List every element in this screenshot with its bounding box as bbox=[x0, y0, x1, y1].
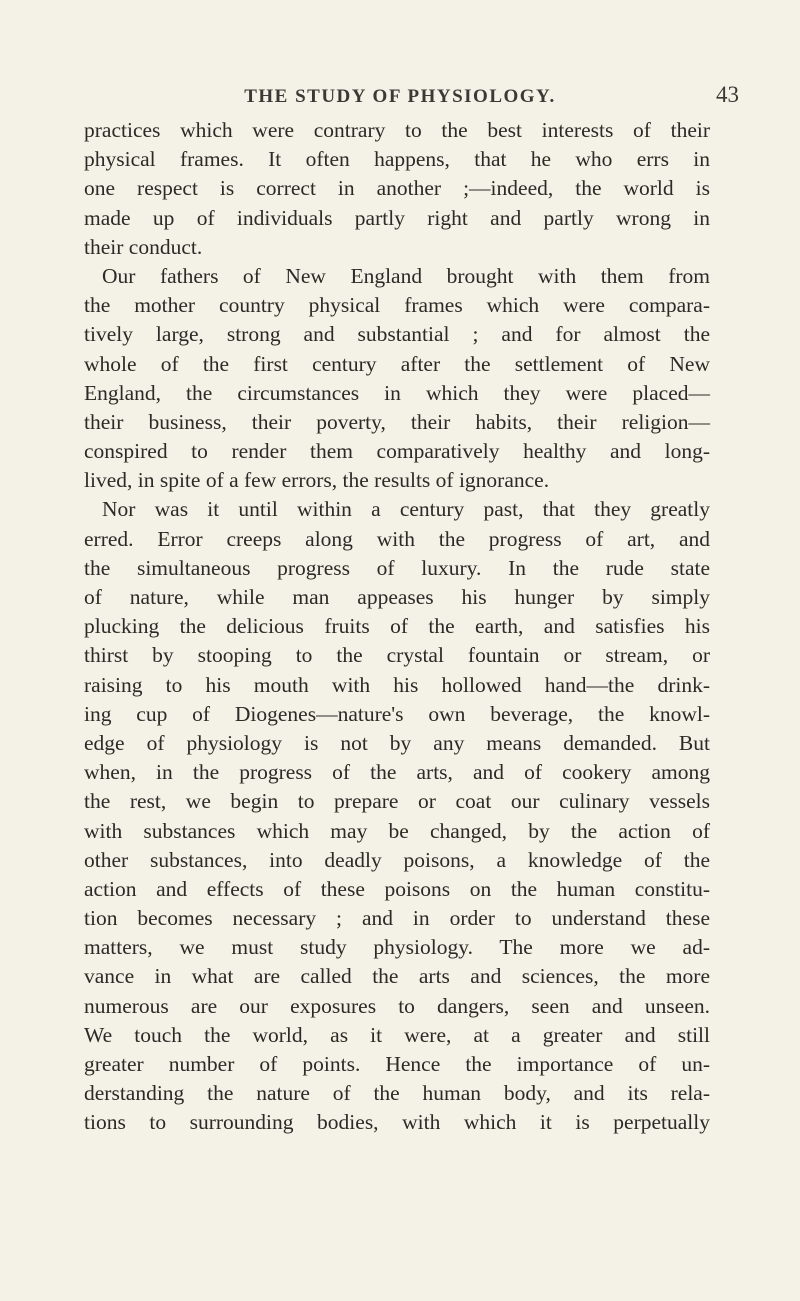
text-line: practices which were contrary to the best interests of their bbox=[84, 118, 710, 142]
text-line: plucking the delicious fruits of the earth, and satisfies his bbox=[84, 614, 710, 639]
text-line: matters, we must study physiology. The more we ad- bbox=[84, 935, 710, 960]
text-line: lived, in spite of a few errors, the results of ignorance. bbox=[84, 468, 550, 493]
text-line: numerous are our exposures to dangers, seen and unseen. bbox=[84, 993, 710, 1018]
text-line: whole of the first century after the settlement of New bbox=[84, 351, 710, 376]
body-text bbox=[84, 116, 710, 1138]
text-line: with substances which may be changed, by the action of bbox=[84, 818, 710, 843]
text-line: tion becomes necessary ; and in order to understand these bbox=[84, 906, 710, 931]
text-line: physical frames. It often happens, that he who errs in bbox=[84, 147, 710, 172]
text-line: conspired to render them comparatively healthy and long- bbox=[84, 439, 710, 464]
text-line: vance in what are called the arts and sciences, the more bbox=[84, 964, 710, 989]
text-line: England, the circumstances in which they were placed— bbox=[84, 380, 710, 405]
text-line: the mother country physical frames which were compara- bbox=[84, 293, 710, 318]
text-line: the rest, we begin to prepare or coat our culinary vessels bbox=[84, 789, 710, 814]
text-line: their business, their poverty, their habits, their religion— bbox=[84, 409, 710, 434]
text-line: Our fathers of New England brought with them from bbox=[102, 263, 710, 288]
text-line: other substances, into deadly poisons, a knowledge of the bbox=[84, 847, 710, 872]
running-title: THE STUDY OF PHYSIOLOGY. bbox=[244, 86, 556, 107]
text-line: tions to surrounding bodies, with which it is perpetually bbox=[84, 1110, 710, 1135]
text-line: their conduct. bbox=[84, 234, 203, 259]
page-number: 43 bbox=[716, 82, 739, 107]
text-line: raising to his mouth with his hollowed hand—the drink- bbox=[84, 672, 710, 697]
text-line: made up of individuals partly right and partly wrong in bbox=[84, 205, 710, 230]
text-line: of nature, while man appeases his hunger by simply bbox=[84, 585, 710, 609]
text-line: when, in the progress of the arts, and of cookery among bbox=[84, 760, 710, 785]
text-line: thirst by stooping to the crystal fountain or stream, or bbox=[84, 643, 710, 668]
text-line: We touch the world, as it were, at a greater and still bbox=[84, 1022, 710, 1047]
text-line: Nor was it until within a century past, that they greatly bbox=[102, 497, 710, 522]
text-line: tively large, strong and substantial ; and for almost the bbox=[84, 322, 710, 347]
text-line: action and effects of these poisons on the human constitu- bbox=[84, 876, 710, 901]
text-line: derstanding the nature of the human body, and its rela- bbox=[84, 1081, 710, 1106]
text-line: erred. Error creeps along with the progress of art, and bbox=[84, 526, 710, 551]
text-line: greater number of points. Hence the importance of un- bbox=[84, 1052, 710, 1076]
text-line: the simultaneous progress of luxury. In the rude state bbox=[84, 555, 710, 580]
text-line: one respect is correct in another ;—indeed, the world is bbox=[84, 176, 710, 201]
text-line: ing cup of Diogenes—nature's own beverage, the knowl- bbox=[84, 701, 710, 726]
text-line: edge of physiology is not by any means demanded. But bbox=[84, 730, 710, 755]
